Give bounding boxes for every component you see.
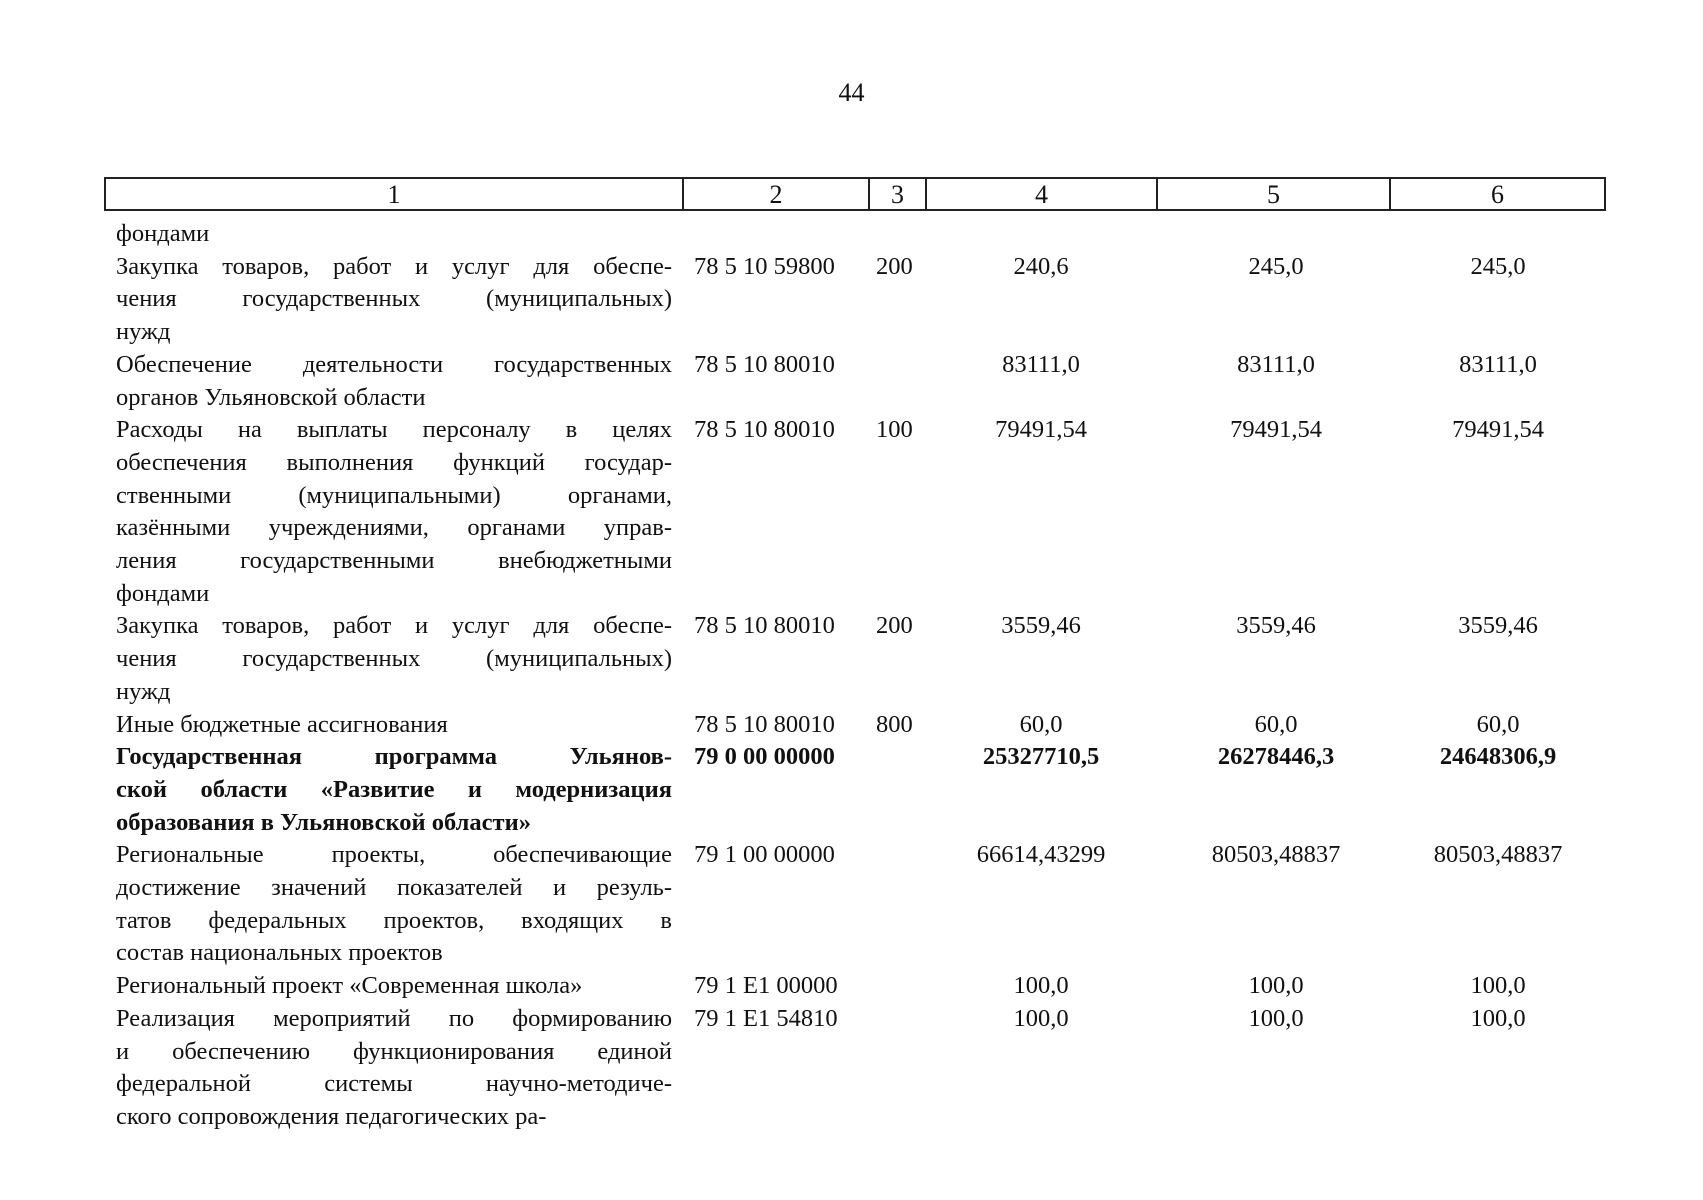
description-line: Иные бюджетные ассигнования (116, 710, 448, 738)
description-line: нужд (116, 677, 171, 705)
header-col-3: 3 (870, 179, 927, 209)
row-value-col4: 25327710,5 (982, 743, 1100, 771)
description-line: казёнными учреждениями, органами управ- (116, 514, 672, 542)
row-code: 78 5 10 80010 (694, 612, 835, 640)
description-line: Закупка товаров, работ и услуг для обеспе- (116, 252, 672, 280)
row-code: 78 5 10 80010 (694, 416, 835, 444)
description-line: чения государственных (муниципальных) (116, 285, 672, 313)
description-line: ственными (муниципальными) органами, (116, 481, 672, 509)
row-code: 79 1 E1 54810 (694, 1004, 838, 1032)
row-value-col5: 80503,48837 (1211, 841, 1341, 869)
row-description (116, 970, 672, 1003)
row-description (116, 610, 672, 708)
row-value-col4: 100,0 (1013, 972, 1069, 1000)
row-value-col5: 60,0 (1254, 710, 1298, 738)
row-description (116, 1003, 672, 1134)
description-line: Обеспечение деятельности государственных (116, 350, 672, 378)
description-line: федеральной системы научно-методиче- (116, 1070, 672, 1098)
table-row (0, 970, 1703, 1003)
row-description (116, 218, 672, 251)
row-value-col4: 60,0 (1019, 710, 1063, 738)
description-line: образования в Ульяновской области» (116, 808, 531, 836)
table-row (0, 218, 1703, 251)
row-expense-type: 800 (876, 710, 913, 738)
row-description (116, 709, 672, 742)
table-row (0, 741, 1703, 839)
description-line: ской области «Развитие и модернизация (116, 775, 672, 803)
row-description (116, 349, 672, 414)
row-value-col5: 83111,0 (1237, 350, 1315, 378)
row-expense-type: 200 (876, 612, 913, 640)
row-description (116, 414, 672, 610)
row-code: 78 5 10 80010 (694, 710, 835, 738)
table-header (104, 177, 1606, 211)
description-line: чения государственных (муниципальных) (116, 645, 672, 673)
row-code: 78 5 10 80010 (694, 350, 835, 378)
row-value-col5: 3559,46 (1236, 612, 1316, 640)
row-value-col4: 100,0 (1013, 1004, 1069, 1032)
description-line: органов Ульяновской области (116, 383, 426, 411)
row-description (116, 741, 672, 839)
description-line: достижение значений показателей и резуль- (116, 874, 672, 901)
row-value-col6: 79491,54 (1452, 416, 1544, 444)
description-line: состав национальных проектов (116, 939, 443, 967)
table-row (0, 610, 1703, 708)
row-value-col4: 66614,43299 (976, 841, 1106, 869)
row-value-col6: 83111,0 (1459, 350, 1537, 378)
row-expense-type: 100 (876, 416, 913, 444)
row-code: 78 5 10 59800 (694, 252, 835, 280)
description-line: Региональный проект «Современная школа» (116, 972, 583, 1000)
row-value-col4: 83111,0 (1002, 350, 1080, 378)
row-value-col5: 79491,54 (1230, 416, 1322, 444)
row-code: 79 0 00 00000 (694, 743, 835, 771)
header-col-6: 6 (1491, 180, 1504, 209)
table-row (0, 709, 1703, 742)
row-value-col6: 100,0 (1470, 1004, 1526, 1032)
table-row (0, 251, 1703, 349)
row-value-col6: 245,0 (1470, 252, 1526, 280)
description-line: и обеспечению функционирования единой (116, 1037, 672, 1065)
table-row (0, 1003, 1703, 1134)
header-col-2: 2 (684, 179, 870, 209)
header-col-5: 5 (1158, 179, 1391, 209)
row-value-col5: 245,0 (1248, 252, 1304, 280)
description-line: татов федеральных проектов, входящих в (116, 906, 672, 934)
description-line: Государственная программа Ульянов- (116, 743, 672, 771)
page-number: 44 (838, 78, 865, 107)
row-code: 79 1 00 00000 (694, 841, 835, 869)
table-row (0, 839, 1703, 970)
row-value-col6: 100,0 (1470, 972, 1526, 1000)
description-line: Реализация мероприятий по формированию (116, 1004, 672, 1032)
description-line: нужд (116, 318, 171, 346)
description-line: фондами (116, 579, 210, 607)
header-col-1: 1 (106, 179, 684, 209)
description-line: ления государственными внебюджетными (116, 547, 672, 574)
row-value-col6: 24648306,9 (1439, 743, 1557, 771)
header-col-4: 4 (927, 179, 1158, 209)
row-value-col4: 3559,46 (1001, 612, 1081, 640)
row-value-col6: 80503,48837 (1433, 841, 1563, 869)
table-row (0, 414, 1703, 610)
row-value-col5: 100,0 (1248, 972, 1304, 1000)
row-description (116, 251, 672, 349)
table-row (0, 349, 1703, 414)
description-line: Региональные проекты, обеспечивающие (116, 841, 672, 869)
row-value-col4: 240,6 (1013, 252, 1069, 280)
row-description (116, 839, 672, 970)
row-value-col5: 100,0 (1248, 1004, 1304, 1032)
description-line: обеспечения выполнения функций государ- (116, 448, 672, 476)
row-value-col4: 79491,54 (995, 416, 1087, 444)
row-value-col6: 60,0 (1476, 710, 1520, 738)
row-code: 79 1 E1 00000 (694, 972, 838, 1000)
row-value-col6: 3559,46 (1458, 612, 1538, 640)
description-line: Закупка товаров, работ и услуг для обеспе- (116, 612, 672, 640)
row-value-col5: 26278446,3 (1217, 743, 1335, 771)
description-line: ского сопровождения педагогических ра- (116, 1102, 547, 1130)
description-line: Расходы на выплаты персоналу в целях (116, 416, 672, 444)
description-line: фондами (116, 220, 210, 247)
row-expense-type: 200 (876, 252, 913, 280)
